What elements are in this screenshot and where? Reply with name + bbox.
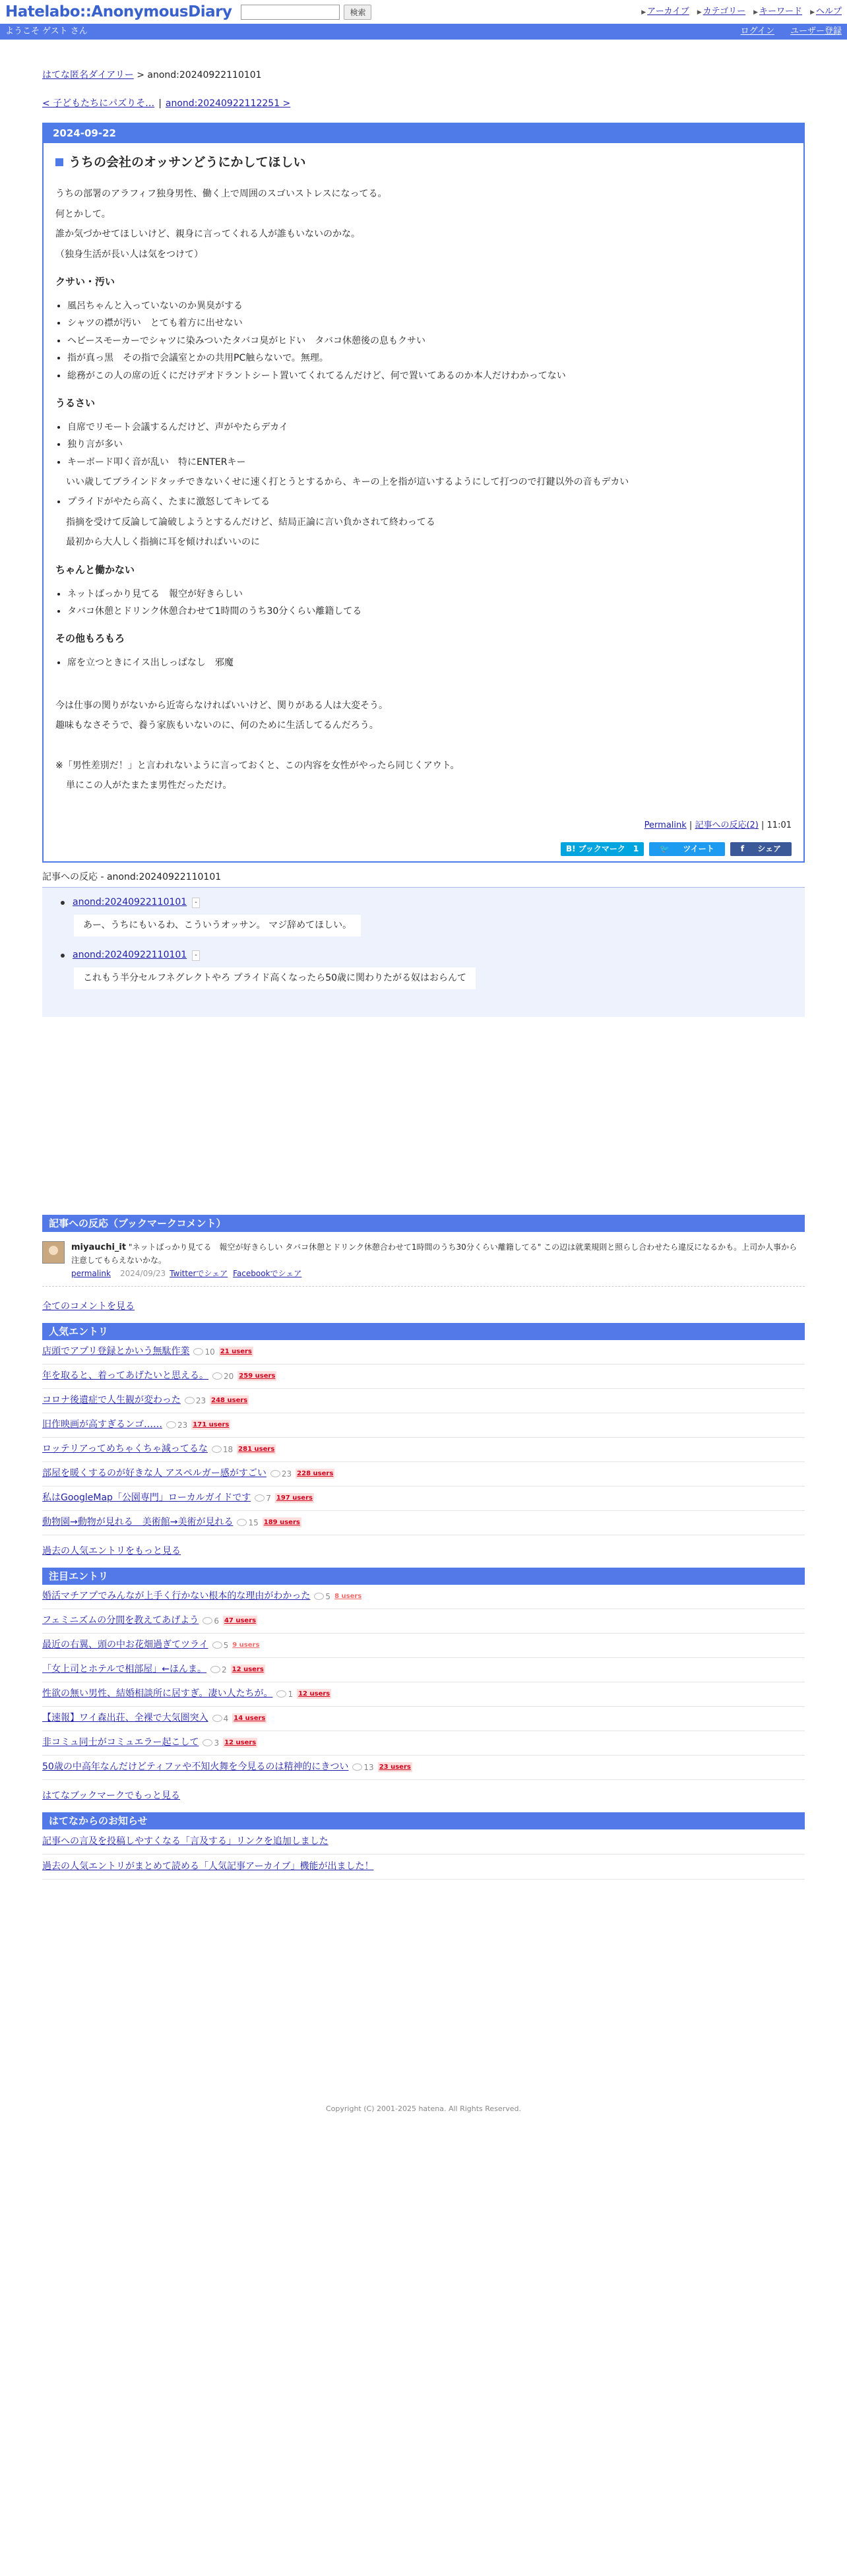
comment-count: 3 (203, 1737, 219, 1749)
entry-link[interactable]: 婚活マチアプでみんなが上手く行かない根本的な理由がわかった (42, 1591, 311, 1602)
featured-list (42, 1585, 805, 1780)
comment-count: 20 (212, 1370, 234, 1382)
paragraph: いい歳してブラインドタッチできないくせに速く打とうとするから、キーの上を指が這いするようにして打つので打鍵以外の音もデカい (66, 477, 629, 488)
copyright: Copyright (C) 2001-2025 hatena. All Rights Reserved. (326, 2104, 521, 2113)
comment-bubble-icon (212, 1715, 222, 1722)
users-badge[interactable]: 12 users (232, 1666, 264, 1674)
list-item (42, 1340, 805, 1365)
list-item (42, 1731, 805, 1756)
comment-bubble-icon (210, 1666, 220, 1673)
users-badge[interactable]: 8 users (334, 1593, 362, 1601)
comment-bubble-icon (212, 1372, 222, 1380)
comment-bubble-icon (166, 1421, 176, 1428)
breadcrumb-home[interactable]: はてな匿名ダイアリー (42, 70, 134, 80)
comment-bubble-icon (237, 1519, 247, 1526)
paragraph: 単にこの人がたまたま男性だっただけ。 (66, 780, 232, 791)
list-item (42, 1462, 805, 1487)
entry-link[interactable]: 「女上司とホテルで相部屋」←ほんま。 (42, 1664, 207, 1675)
triangle-icon: ▶ (697, 9, 702, 16)
list-item: • ヘビースモーカーでシャツに染みついたタバコ臭がヒドい タバコ休憩後の息もクサい (67, 334, 792, 348)
bookmark-date: 2024/09/23 (120, 1268, 166, 1278)
list-item (42, 1707, 805, 1731)
prev-entry-link[interactable]: < 子どもたちにパズりそ… (42, 98, 155, 109)
welcome-text: ようこそ ゲスト さん (5, 26, 88, 37)
reaction-item (61, 948, 790, 989)
list-item: • ネットばっかり見てる 報空が好きらしい (67, 587, 792, 601)
search-input[interactable] (241, 5, 340, 20)
twitter-share-link[interactable]: Twitterでシェア (170, 1268, 228, 1278)
list (67, 495, 792, 509)
comment-bubble-icon (203, 1739, 212, 1746)
avatar[interactable] (42, 1241, 65, 1264)
pager: < 子どもたちにパズりそ… | anond:20240922112251 > (42, 98, 291, 109)
list-item: • 指が真っ黒 その指で会議室とかの共用PC触らないで。無理。 (67, 351, 792, 365)
entry-link[interactable]: 最近の右翼、頭の中お花畑過ぎてツライ (42, 1640, 208, 1651)
paragraph: 指摘を受けて反論して論破しようとするんだけど、結局正論に言い負かされて終わってる (66, 516, 435, 528)
reaction-text: これもう半分セルフネグレクトやろ プライド高くなったら50歳に関わりたがる奴はおらんて (74, 967, 476, 989)
list-item: • 風呂ちゃんと入っていないのか異臭がする (67, 299, 792, 313)
list (67, 420, 792, 470)
list-item (42, 1682, 805, 1707)
list-item (42, 1609, 805, 1634)
news-item (42, 1829, 805, 1855)
all-comments-link[interactable]: 全てのコメントを見る (42, 1301, 135, 1312)
featured-title: 注目エントリ (42, 1568, 805, 1585)
comment-count: 23 (185, 1395, 206, 1407)
bookmark-comment (42, 1232, 805, 1287)
users-badge[interactable]: 228 users (297, 1470, 334, 1478)
list-item (42, 1585, 805, 1609)
users-badge[interactable]: 23 users (379, 1763, 411, 1771)
entry-footer: Permalink | 記事への反応(2) | 11:01 (644, 820, 792, 831)
list-item: • 総務がこの人の席の近くにだけデオドラントシート置いてくれてるんだけど、何で置いてあるのか本人だけわかってない (67, 369, 792, 383)
permalink[interactable]: Permalink (644, 820, 687, 831)
entry-link[interactable]: 私はGoogleMap「公園専門」ローカルガイドです (42, 1492, 251, 1504)
bookmark-user[interactable]: miyauchi_it (71, 1242, 127, 1253)
users-badge[interactable]: 248 users (211, 1397, 248, 1405)
paragraph: 最初から大人しく指摘に耳を傾ければいいのに (66, 537, 260, 548)
comment-bubble-icon (212, 1446, 222, 1453)
triangle-icon: ▶ (753, 9, 759, 16)
top-nav (641, 5, 842, 18)
search-button[interactable]: 検索 (344, 5, 371, 20)
comment-count: 15 (237, 1517, 258, 1529)
comment-count: 23 (270, 1468, 292, 1480)
list-item (42, 1438, 805, 1462)
list (67, 656, 792, 670)
list-item: • キーボード叩く音が乱い 特にENTERキー (67, 455, 792, 470)
comment-count: 7 (255, 1492, 271, 1504)
list-item (42, 1511, 805, 1535)
comment-count: 18 (212, 1444, 233, 1456)
list (67, 299, 792, 383)
list (67, 587, 792, 619)
entry-title: うちの会社のオッサンどうにかしてほしい (55, 152, 792, 172)
list-item: • プライドがやたら高く、たまに激怒してキレてる (67, 495, 792, 509)
reaction-link[interactable]: anond:20240922110101 (73, 897, 187, 908)
triangle-icon: ▶ (810, 9, 815, 16)
section-heading: ちゃんと働かない (55, 563, 135, 576)
paragraph: （独身生活が長い人は気をつけて） (55, 249, 203, 260)
comment-bubble-icon (212, 1641, 222, 1649)
popular-title: 人気エントリ (42, 1323, 805, 1340)
comment-count: 6 (203, 1615, 219, 1627)
facebook-icon: f (740, 844, 745, 854)
comment-bubble-icon (185, 1397, 195, 1404)
entry-link[interactable]: 【速報】ワイ森出荘、全裸で大気圏突入 (42, 1713, 208, 1724)
list-item: • 自席でリモート会議するんだけど、声がやたらデカイ (67, 420, 792, 435)
news-title: はてなからのお知らせ (42, 1812, 805, 1829)
reaction-link[interactable]: anond:20240922110101 (73, 950, 187, 961)
reaction-item (61, 896, 790, 936)
login-link[interactable]: ログイン (740, 26, 774, 37)
users-badge[interactable]: 9 users (232, 1641, 260, 1649)
users-badge[interactable]: 21 users (220, 1348, 252, 1356)
entry-link[interactable]: 50歳の中高年なんだけどティファや不知火舞を今見るのは精神的にきつい (42, 1762, 349, 1773)
entry-link[interactable]: 非コミュ同士がコミュエラー起こして (42, 1737, 199, 1748)
comment-bubble-icon (352, 1763, 362, 1771)
reaction-text: あー、うちにもいるわ、こういうオッサン。 マジ辞めてほしい。 (74, 915, 361, 936)
comment-bubble-icon (314, 1593, 324, 1600)
entry-link[interactable]: 旧作映画が高すぎるンゴ…… (42, 1419, 162, 1430)
entry-link[interactable]: フェミニズムの分間を教えてあげよう (42, 1615, 199, 1626)
comment-count: 2 (210, 1664, 227, 1676)
list-item (42, 1413, 805, 1438)
breadcrumb-current: anond:20240922110101 (147, 70, 262, 80)
facebook-share-link[interactable]: Facebookでシェア (233, 1268, 302, 1278)
entry-link[interactable]: 店頭でアプリ登録とかいう無駄作業 (42, 1346, 190, 1357)
news-item (42, 1855, 805, 1880)
toggle-button[interactable]: - (192, 950, 200, 961)
users-badge[interactable]: 189 users (263, 1519, 300, 1527)
comment-count: 1 (276, 1688, 293, 1700)
list-item (42, 1756, 805, 1780)
entry-body (44, 143, 803, 861)
users-badge[interactable]: 281 users (238, 1446, 275, 1454)
list-item (42, 1634, 805, 1658)
nav-help[interactable]: ▶ ヘルプ (810, 7, 842, 17)
next-entry-link[interactable]: anond:20240922112251 > (165, 98, 291, 109)
user-bar (0, 24, 847, 40)
comment-bubble-icon (270, 1470, 280, 1477)
entry-link[interactable]: ロッテリアってめちゃくちゃ減ってるな (42, 1444, 208, 1455)
users-badge[interactable]: 259 users (239, 1372, 276, 1380)
entry-time: 11:01 (767, 820, 792, 831)
paragraph: ※「男性差別だ！」と言われないように言っておくと、この内容を女性がやったら同じくアウト。 (55, 760, 460, 771)
nav-category[interactable]: ▶ カテゴリー (697, 7, 746, 17)
bookmark-comments-title: 記事への反応（ブックマークコメント） (42, 1215, 805, 1232)
paragraph: 趣味もなさそうで、養う家族もいないのに、何のために生活してるんだろう。 (55, 720, 379, 731)
diary-entry (42, 123, 805, 863)
news-link[interactable]: 過去の人気エントリがまとめて読める「人気記事アーカイブ」機能が出ました！ (42, 1860, 374, 1872)
list-item (42, 1365, 805, 1389)
list-item: • 席を立つときにイス出しっぱなし 邪魔 (67, 656, 792, 670)
entry-link[interactable]: 性欲の無い男性、結婚相談所に居すぎ。凄い人たちが。 (42, 1688, 273, 1700)
list-item: • 独り言が多い (67, 437, 792, 452)
entry-link[interactable]: 動物園→動物が見れる 美術館→美術が見れる (42, 1517, 234, 1528)
users-badge[interactable]: 14 users (234, 1715, 266, 1723)
bird-icon: 🐦 (660, 844, 670, 854)
breadcrumb: はてな匿名ダイアリー > anond:20240922110101 (42, 70, 262, 80)
comment-bubble-icon (203, 1617, 212, 1624)
list-item (42, 1487, 805, 1511)
entry-date: 2024-09-22 (44, 124, 803, 143)
section-heading: その他もろもろ (55, 632, 125, 645)
comment-bubble-icon (193, 1348, 203, 1355)
news-link[interactable]: 記事への言及を投稿しやすくなる「言及する」リンクを追加しました (42, 1835, 329, 1847)
ad-space (42, 1017, 805, 1215)
facebook-share-button[interactable]: f シェア (730, 842, 792, 856)
entry-link[interactable]: コロナ後遺症で人生観が変わった (42, 1395, 181, 1406)
comment-count: 13 (352, 1762, 373, 1773)
bookmark-permalink[interactable]: permalink (71, 1268, 111, 1278)
more-featured-link[interactable]: はてなブックマークでもっと見る (42, 1790, 181, 1801)
users-badge[interactable]: 171 users (193, 1421, 230, 1429)
comment-count: 5 (314, 1591, 330, 1603)
nav-archive[interactable]: ▶ アーカイブ (641, 7, 689, 17)
share-buttons (55, 842, 792, 856)
reactions-title: 記事への反応 - anond:20240922110101 (42, 863, 805, 888)
users-badge[interactable]: 12 users (298, 1690, 330, 1698)
comment-bubble-icon (276, 1690, 286, 1698)
entry-link[interactable]: 年を取ると、着ってあげたいと思える。 (42, 1370, 208, 1382)
reactions-link[interactable]: 記事への反応(2) (695, 820, 759, 831)
comment-bubble-icon (255, 1494, 265, 1502)
comment-count: 5 (212, 1640, 229, 1651)
paragraph: うちの部署のアラフィフ独身男性、働く上で周囲のスゴいストレスになってる。 (55, 189, 387, 200)
comment-count: 10 (193, 1346, 214, 1358)
list-item (42, 1658, 805, 1682)
entry-link[interactable]: 部屋を暖くするのが好きな人 アスペルガー感がすごい (42, 1468, 267, 1479)
square-icon (55, 158, 63, 166)
paragraph: 何とかして。 (55, 208, 111, 220)
list-item: • シャツの襟が汚い とても着方に出せない (67, 316, 792, 330)
comment-count: 23 (166, 1419, 187, 1431)
paragraph: 誰か気づかせてほしいけど、親身に言ってくれる人が誰もいないのかな。 (55, 229, 360, 240)
register-link[interactable]: ユーザー登録 (790, 26, 842, 37)
main-content (42, 40, 805, 2576)
users-badge[interactable]: 12 users (224, 1739, 257, 1747)
section-heading: クサい・汚い (55, 275, 115, 288)
reactions-list (42, 888, 805, 1017)
toggle-button[interactable]: - (192, 898, 200, 908)
users-badge[interactable]: 197 users (276, 1494, 313, 1502)
triangle-icon: ▶ (641, 9, 646, 16)
hatena-bookmark-button[interactable]: B! ブックマーク 1 (561, 842, 644, 856)
site-logo[interactable]: Hatelabo::AnonymousDiary (5, 3, 232, 20)
section-heading: うるさい (55, 396, 96, 409)
paragraph: 今は仕事の関りがないから近寄らなければいいけど、関りがある人は大変そう。 (55, 700, 388, 711)
users-badge[interactable]: 47 users (224, 1617, 257, 1625)
banner (0, 0, 847, 24)
tweet-button[interactable]: 🐦 ツイート (649, 842, 725, 856)
comment-count: 4 (212, 1713, 229, 1725)
more-popular-link[interactable]: 過去の人気エントリをもっと見る (42, 1545, 181, 1556)
list-item: • タバコ休憩とドリンク休憩合わせて1時間のうち30分くらい離籍してる (67, 604, 792, 619)
bookmark-comment-text: "ネットばっかり見てる 報空が好きらしい タバコ休憩とドリンク休憩合わせて1時間のうち30分くらい離籍してる" この辺は就業規則と照らし合わせたら違反になるかも。上司か人事から注意してもらえないかな。 (71, 1242, 798, 1265)
popular-list (42, 1340, 805, 1535)
list-item (42, 1389, 805, 1413)
nav-keyword[interactable]: ▶ キーワード (753, 7, 803, 17)
